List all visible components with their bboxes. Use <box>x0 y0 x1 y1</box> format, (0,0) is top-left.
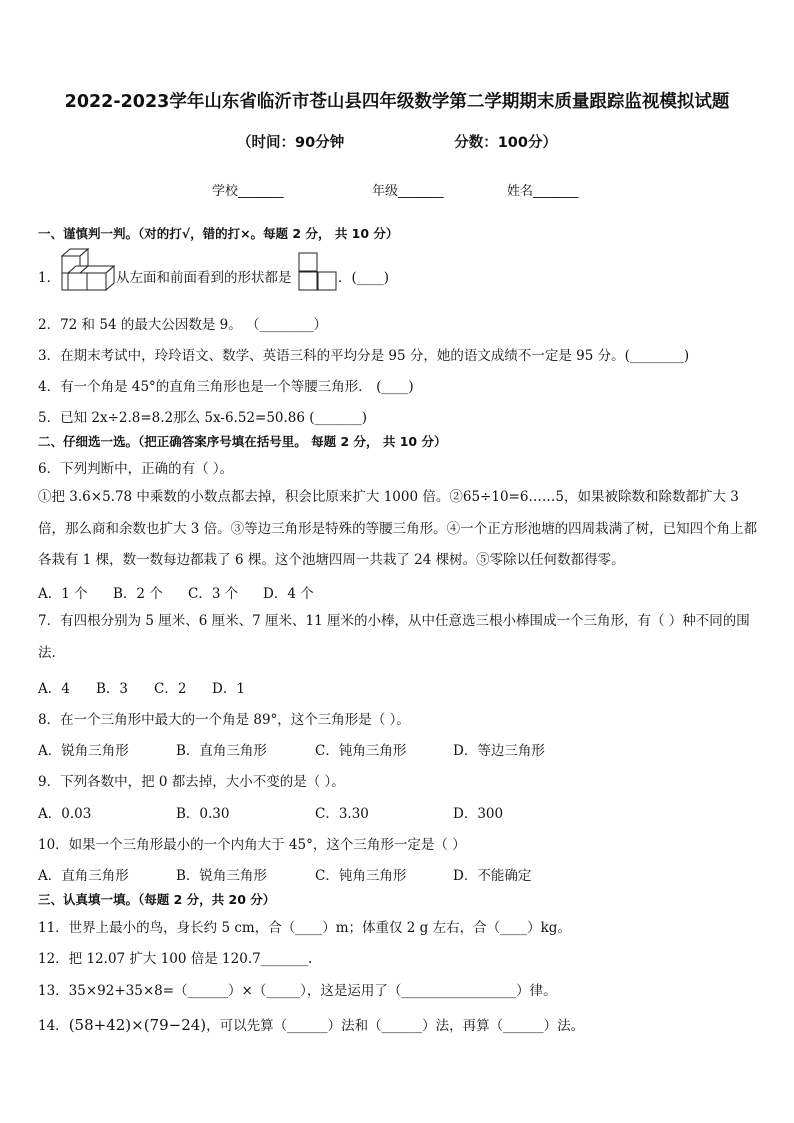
question-11: 11．世界上最小的鸟，身长约 5 cm，合（____）m；体重仅 2 g 左右，合（____）kg。 <box>38 920 571 936</box>
exam-score: 分数：100分） <box>454 135 557 151</box>
option-c[interactable]: C．3.30 <box>315 806 369 822</box>
section-heading-2: 二、仔细选一选。（把正确答案序号填在括号里。 每题 2 分， 共 10 分） <box>38 434 447 449</box>
option-d[interactable]: D．300 <box>453 806 504 822</box>
l-shape-view-figure <box>298 252 338 292</box>
school-field[interactable]: 学校_______ <box>212 184 284 199</box>
option-c[interactable]: C．钝角三角形 <box>315 868 407 884</box>
cube-stack-figure <box>56 246 118 296</box>
option-c[interactable]: C．2 <box>154 681 187 697</box>
question-5: 5．已知 2x÷2.8=8.2那么 5x-6.52=50.86 (_______) <box>38 410 368 426</box>
question-13: 13．35×92+35×8=（______）×（_____），这是运用了（_________________）律。 <box>38 983 557 999</box>
question-14-text: ，可以先算（______）法和（______）法，再算（______）法。 <box>206 1018 585 1034</box>
question-7: 7．有四根分别为 5 厘米、6 厘米、7 厘米、11 厘米的小棒，从中任意选三根小棒围成一个三角形，有（ ）种不同的围法. <box>38 613 750 661</box>
grade-field[interactable]: 年级_______ <box>372 184 444 199</box>
question-6-statements: ①把 3.6×5.78 中乘数的小数点都去掉，积会比原来扩大 1000 倍。②65÷10=6……5，如果被除数和除数都扩大 3 倍，那么商和余数也扩大 3 倍。③等边三角形是特殊的等腰三角形。④一个正方形池塘的四周栽满了树，已知四个角上都各栽有 1 棵，数一数每边都栽了 6 棵。这个池塘四周一共栽了 24 棵树。⑤零除以任何数都得零。 <box>38 489 758 568</box>
question-9: 9．下列各数中，把 0 都去掉，大小不变的是（ ）。 <box>38 774 345 790</box>
option-a[interactable]: A．0.03 <box>38 806 92 822</box>
question-6: 6．下列判断中，正确的有（ ）。 <box>38 461 234 477</box>
option-a[interactable]: A．锐角三角形 <box>38 743 129 759</box>
option-c[interactable]: C．3 个 <box>188 586 239 602</box>
exam-time: （时间：90分钟 <box>237 135 345 151</box>
option-b[interactable]: B．直角三角形 <box>176 743 267 759</box>
name-field[interactable]: 姓名_______ <box>507 184 579 199</box>
option-b[interactable]: B．锐角三角形 <box>176 868 267 884</box>
option-b[interactable]: B．2 个 <box>113 586 163 602</box>
math-expression: (58+42)×(79−24) <box>68 1016 207 1034</box>
question-1-answer[interactable]: ．(____) <box>338 270 390 286</box>
question-12: 12．把 12.07 扩大 100 倍是 120.7_______. <box>38 951 313 967</box>
question-10: 10．如果一个三角形最小的一个内角大于 45°，这个三角形一定是（ ） <box>38 837 466 853</box>
option-b[interactable]: B．3 <box>96 681 129 697</box>
question-4: 4．有一个角是 45°的直角三角形也是一个等腰三角形． (____) <box>38 379 414 395</box>
exam-meta <box>0 131 794 152</box>
page-title: 2022-2023学年山东省临沂市苍山县四年级数学第二学期期末质量跟踪监视模拟试题 <box>64 92 730 112</box>
question-number: 1． <box>38 270 61 286</box>
question-14 <box>38 1014 764 1034</box>
section-heading-1: 一、谨慎判一判。（对的打√，错的打×。每题 2 分， 共 10 分） <box>38 226 399 241</box>
option-c[interactable]: C．钝角三角形 <box>315 743 407 759</box>
option-d[interactable]: D．等边三角形 <box>453 743 545 759</box>
option-a[interactable]: A．1 个 <box>38 586 88 602</box>
section-heading-3: 三、认真填一填。（每题 2 分，共 20 分） <box>38 892 276 907</box>
option-d[interactable]: D．4 个 <box>263 586 314 602</box>
question-2: 2．72 和 54 的最大公因数是 9。 （________） <box>38 317 327 333</box>
question-number: 14． <box>38 1018 69 1034</box>
question-8: 8．在一个三角形中最大的一个角是 89°，这个三角形是（ ）。 <box>38 712 410 728</box>
option-a[interactable]: A．4 <box>38 681 70 697</box>
question-1-text: 从左面和前面看到的形状都是 <box>116 270 292 286</box>
option-b[interactable]: B．0.30 <box>176 806 230 822</box>
option-d[interactable]: D．不能确定 <box>453 868 532 884</box>
question-3: 3．在期末考试中，玲玲语文、数学、英语三科的平均分是 95 分，她的语文成绩不一定是 95 分。(________) <box>38 348 690 364</box>
option-a[interactable]: A．直角三角形 <box>38 868 129 884</box>
option-d[interactable]: D．1 <box>212 681 245 697</box>
